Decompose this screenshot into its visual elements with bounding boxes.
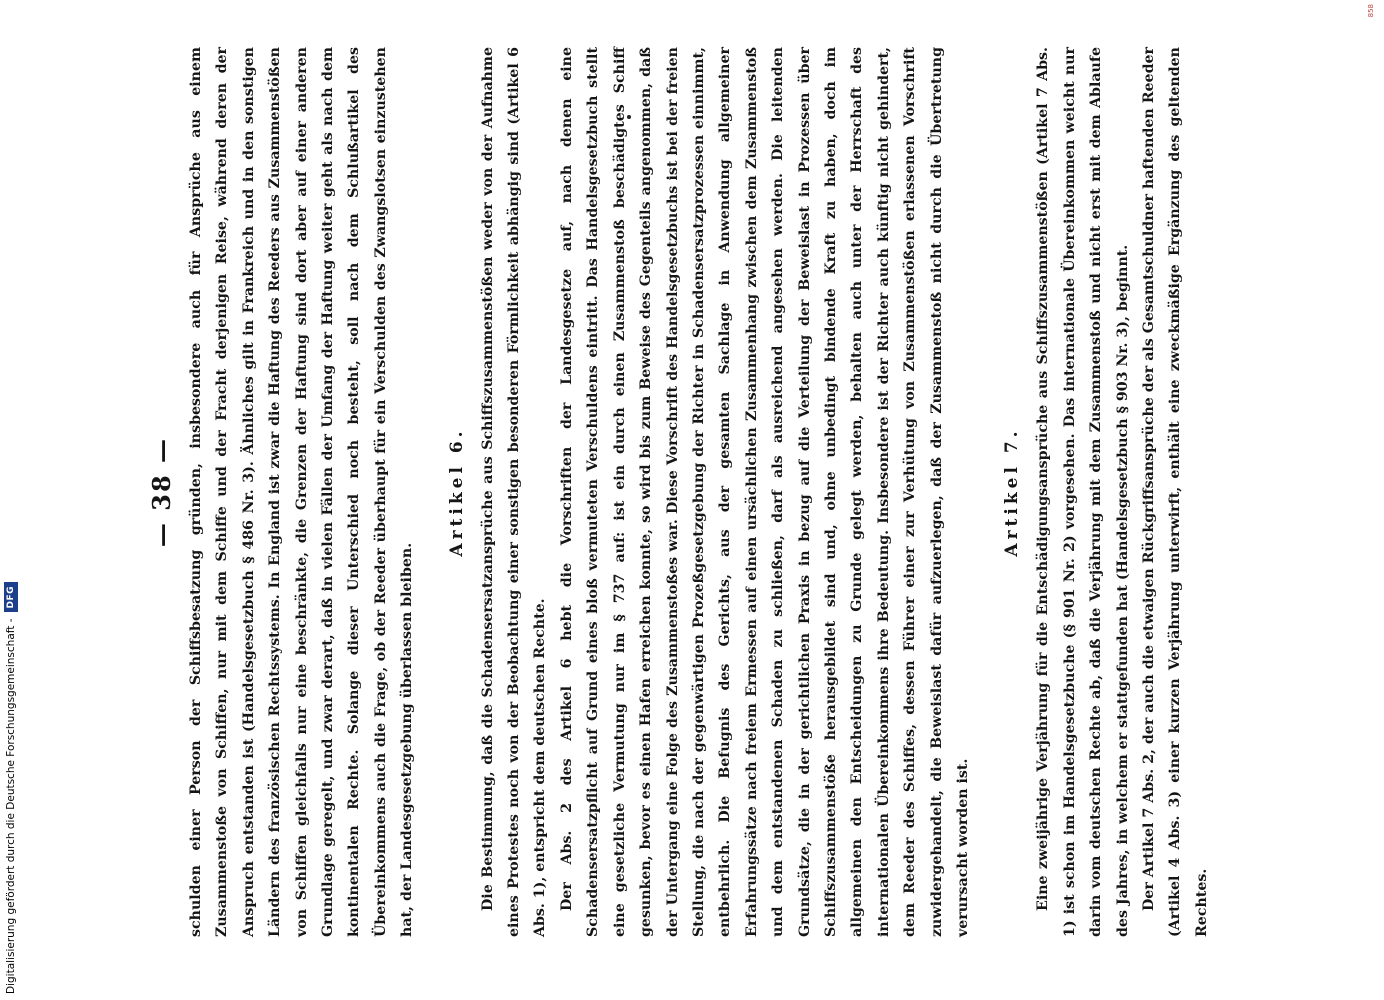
article7-paragraph-1: Eine zweijährige Verjährung für die Entschädigungsansprüche aus Schiffszusammenstößen (Artikel 7 Abs. 1) ist schon im Handelsgesetzbuche (§ 901 Nr. 2) vorgesehen. Das internationale Übereinkommen weicht nur darin vom deutschen Rechte ab, daß die Verjährung mit dem Zusammenstoß und nicht erst mit dem Ablaufe des Jahres, in welchem er stattgefunden hat (Handelsgesetzbuch § 903 Nr. 3), beginnt. bbox=[1035, 47, 1131, 937]
heading-artikel-6: Artikel 6. bbox=[446, 427, 467, 557]
article7-paragraph-2: Der Artikel 7 Abs. 2, der auch die etwaigen Rückgriffsansprüche der als Gesamtschuldner haftenden Reeder (Artikel 4 Abs. 3) einer kurzen Verjährung unterwirft, enthält eine zweckmäßige Ergänzung des geltenden Rechtes. bbox=[1141, 47, 1210, 937]
article6-paragraph-1: Die Bestimmung, daß die Schadensersatzansprüche aus Schiffszusammenstößen weder von der Aufnahme eines Protestes noch von der Beobachtung einer sonstigen besonderen Förmlichkeit abhängig sind (Artikel 6 Abs. 1), entspricht dem deutschen Rechte. bbox=[479, 47, 549, 937]
archive-stamp: 858 bbox=[1367, 4, 1375, 18]
credit-text: Digitalisierung gefördert durch die Deutsche Forschungsgemeinschaft - bbox=[5, 618, 17, 994]
heading-artikel-7: Artikel 7. bbox=[1002, 427, 1023, 557]
paragraph-continuation: schulden einer Person der Schiffsbesatzung gründen, insbesondere auch für Ansprüche aus einem Zusammenstoße von Schiffen, nur mit dem Schiffe und der Fracht derjenigen Reise, während deren der Anspruch entstanden ist (Handelsgesetzbuch § 486 Nr. 3). Ähnliches gilt in Frankreich und in den sonstigen Ländern des französischen Rechtssystems. In England ist zwar die Haftung des Reeders aus Zusammenstößen von Schiffen gleichfalls nur eine beschränkte, die Grenzen der Haftung sind dort aber auf einer anderen Grundlage geregelt, und zwar derart, daß in vielen Fällen der Umfang der Haftung weiter geht als nach dem kontinentalen Rechte. Solange dieser Unterschied noch besteht, soll nach dem Schlußartikel des Übereinkommens auch die Frage, ob der Reeder überhaupt für ein Verschulden des Zwangslotsen einzustehen hat, der Landesgesetzgebung überlassen bleiben. bbox=[188, 47, 416, 937]
digitization-credit bbox=[4, 582, 18, 994]
document-page bbox=[147, 47, 1237, 937]
article6-paragraph-2: Der Abs. 2 des Artikel 6 hebt die Vorschriften der Landesgesetze auf, nach denen eine Schadensersatzpflicht auf Grund eines bloß vermuteten Verschuldens eintritt. Das Handelsgesetzbuch stellt eine gesetzliche Vermutung nur im § 737 auf: ist ein durch einen Zusammenstoß beschädigtes Schiff gesunken, bevor es einen Hafen erreichen konnte, so wird bis zum Beweise des Gegenteils angenommen, daß der Untergang eine Folge des Zusammenstoßes war. Diese Vorschrift des Handelsgesetzbuchs ist bei der freien Stellung, die nach der gegenwärtigen Prozeßgesetzgebung der Richter in Schadensersatzprozessen einnimmt, entbehrlich. Die Befugnis des Gerichts, aus der gesamten Sachlage in Anwendung allgemeiner Erfahrungssätze nach freiem Ermessen auf einen ursächlichen Zusammenhang zwischen dem Zusammenstoß und dem entstandenen Schaden zu schließen, darf als ausreichend angesehen werden. Die leitenden Grundsätze, die in der gerichtlichen Praxis in bezug auf die Verteilung der Beweislast in Prozessen über Schiffszusammenstöße herausgebildet sind und, ohne unbedingt bindende Kraft zu haben, doch im allgemeinen den Entscheidungen zu Grunde gelegt werden, behalten auch unter der Herrschaft des internationalen Übereinkommens ihre Bedeutung. Insbesondere ist der Richter auch künftig nicht gehindert, dem Reeder des Schiffes, dessen Führer einer zur Verhütung von Zusammenstößen erlassenen Vorschrift zuwidergehandelt, die Beweislast dafür aufzuerlegen, daß der Zusammenstoß nicht durch die Übertretung verursacht worden ist. bbox=[558, 47, 971, 937]
dfg-logo-icon: DFG bbox=[4, 582, 18, 613]
page-number: — 38 — bbox=[147, 436, 176, 548]
